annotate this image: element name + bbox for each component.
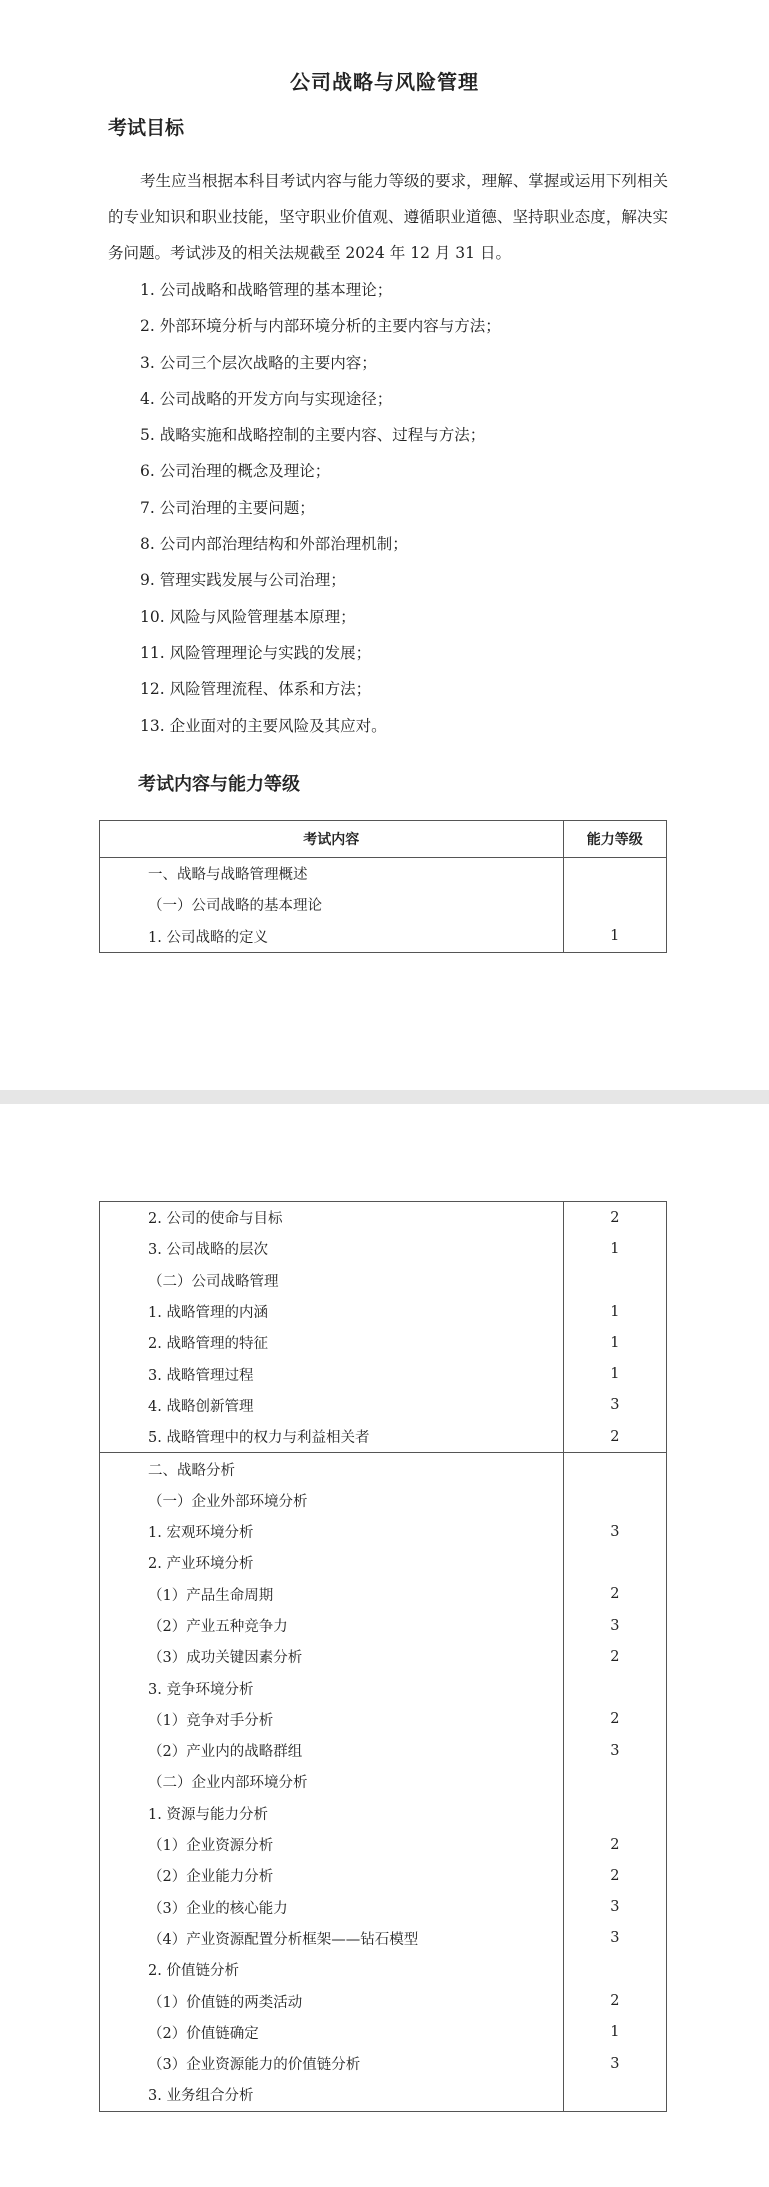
exam-objectives-heading: 考试目标 bbox=[108, 117, 185, 139]
table-row bbox=[100, 1453, 667, 1485]
objective-item: 9. 管理实践发展与公司治理； bbox=[140, 571, 346, 590]
content-cell: 2. 战略管理的特征 bbox=[100, 1327, 564, 1358]
level-cell: 1 bbox=[563, 2017, 666, 2048]
content-cell: （二）企业内部环境分析 bbox=[100, 1766, 564, 1797]
level-cell: 1 bbox=[563, 1358, 666, 1389]
document-page-1 bbox=[0, 0, 769, 1090]
level-cell: 3 bbox=[563, 1516, 666, 1547]
content-cell: 1. 战略管理的内涵 bbox=[100, 1296, 564, 1327]
table-row bbox=[100, 1954, 667, 1985]
table-row bbox=[100, 1892, 667, 1923]
objective-item: 5. 战略实施和战略控制的主要内容、过程与方法； bbox=[140, 426, 486, 445]
level-cell: 1 bbox=[563, 1296, 666, 1327]
content-cell: 1. 公司战略的定义 bbox=[100, 921, 564, 953]
table-row bbox=[100, 921, 667, 953]
document-title: 公司战略与风险管理 bbox=[290, 70, 479, 94]
content-table-page2 bbox=[99, 1201, 667, 2112]
content-cell: （2）产业五种竞争力 bbox=[100, 1610, 564, 1641]
page-separator bbox=[0, 1090, 769, 1104]
table-row bbox=[100, 2079, 667, 2111]
level-cell bbox=[563, 1672, 666, 1703]
objective-item: 6. 公司治理的概念及理论； bbox=[140, 462, 331, 481]
level-cell bbox=[563, 1798, 666, 1829]
content-cell: （3）企业的核心能力 bbox=[100, 1892, 564, 1923]
level-cell: 2 bbox=[563, 1579, 666, 1610]
content-cell: 1. 资源与能力分析 bbox=[100, 1798, 564, 1829]
content-cell: （3）成功关键因素分析 bbox=[100, 1641, 564, 1672]
table-row bbox=[100, 1233, 667, 1264]
table-row bbox=[100, 1358, 667, 1389]
table-row bbox=[100, 1641, 667, 1672]
objective-item: 3. 公司三个层次战略的主要内容； bbox=[140, 353, 377, 372]
objective-item: 8. 公司内部治理结构和外部治理机制； bbox=[140, 535, 408, 554]
table-row bbox=[100, 1985, 667, 2016]
table-row bbox=[100, 1829, 667, 1860]
content-cell: （1）价值链的两类活动 bbox=[100, 1985, 564, 2016]
table-row bbox=[100, 1579, 667, 1610]
level-cell bbox=[563, 858, 666, 890]
content-cell: （一）企业外部环境分析 bbox=[100, 1485, 564, 1516]
content-cell: （1）竞争对手分析 bbox=[100, 1704, 564, 1735]
content-cell: （2）产业内的战略群组 bbox=[100, 1735, 564, 1766]
level-cell: 3 bbox=[563, 1892, 666, 1923]
level-cell bbox=[563, 1954, 666, 1985]
content-levels-heading: 考试内容与能力等级 bbox=[138, 774, 300, 795]
content-cell: （1）产品生命周期 bbox=[100, 1579, 564, 1610]
table-row bbox=[100, 2048, 667, 2079]
table-row bbox=[100, 1610, 667, 1641]
level-cell: 3 bbox=[563, 1610, 666, 1641]
table-row bbox=[100, 1296, 667, 1327]
level-cell: 2 bbox=[563, 1641, 666, 1672]
level-cell: 3 bbox=[563, 1390, 666, 1421]
level-cell: 1 bbox=[563, 921, 666, 953]
table-row bbox=[100, 1735, 667, 1766]
content-cell: 2. 产业环境分析 bbox=[100, 1547, 564, 1578]
table-row bbox=[100, 858, 667, 890]
content-cell: 3. 公司战略的层次 bbox=[100, 1233, 564, 1264]
table-row bbox=[100, 1421, 667, 1453]
table-row bbox=[100, 1202, 667, 1234]
header-content: 考试内容 bbox=[100, 821, 564, 858]
content-cell: 2. 公司的使命与目标 bbox=[100, 1202, 564, 1234]
table-row bbox=[100, 1704, 667, 1735]
level-cell bbox=[563, 889, 666, 920]
objective-item: 10. 风险与风险管理基本原理； bbox=[140, 607, 356, 626]
level-cell: 2 bbox=[563, 1829, 666, 1860]
objective-item: 1. 公司战略和战略管理的基本理论； bbox=[140, 281, 393, 299]
objective-item: 4. 公司战略的开发方向与实现途径； bbox=[140, 389, 393, 408]
content-cell: 一、战略与战略管理概述 bbox=[100, 858, 564, 890]
level-cell: 3 bbox=[563, 2048, 666, 2079]
content-cell: 5. 战略管理中的权力与利益相关者 bbox=[100, 1421, 564, 1453]
content-cell: （1）企业资源分析 bbox=[100, 1829, 564, 1860]
level-cell: 2 bbox=[563, 1860, 666, 1891]
level-cell bbox=[563, 1766, 666, 1797]
table-row bbox=[100, 1327, 667, 1358]
content-cell: （2）价值链确定 bbox=[100, 2017, 564, 2048]
content-cell: （4）产业资源配置分析框架——钻石模型 bbox=[100, 1923, 564, 1954]
level-cell: 1 bbox=[563, 1327, 666, 1358]
content-cell: （二）公司战略管理 bbox=[100, 1265, 564, 1296]
level-cell bbox=[563, 1547, 666, 1578]
content-cell: （一）公司战略的基本理论 bbox=[100, 889, 564, 920]
table-row bbox=[100, 1672, 667, 1703]
objective-item: 2. 外部环境分析与内部环境分析的主要内容与方法； bbox=[140, 317, 501, 336]
objectives-list bbox=[140, 272, 501, 744]
table-row bbox=[100, 1485, 667, 1516]
objective-item: 12. 风险管理流程、体系和方法； bbox=[140, 680, 372, 699]
table-row bbox=[100, 1265, 667, 1296]
intro-text: 考生应当根据本科目考试内容与能力等级的要求，理解、掌握或运用下列相关的专业知识和职业技能，坚守职业价值观、遵循职业道德、坚持职业态度，解决实务问题。考试涉及的相关法规截至 2024 年 12 月 31 日。 bbox=[108, 172, 668, 262]
objective-item: 11. 风险管理理论与实践的发展； bbox=[140, 643, 372, 662]
table-row bbox=[100, 2017, 667, 2048]
level-cell: 2 bbox=[563, 1202, 666, 1234]
content-cell: （2）企业能力分析 bbox=[100, 1860, 564, 1891]
content-cell: 4. 战略创新管理 bbox=[100, 1390, 564, 1421]
header-level: 能力等级 bbox=[563, 821, 666, 858]
content-cell: 3. 战略管理过程 bbox=[100, 1358, 564, 1389]
level-cell bbox=[563, 1485, 666, 1516]
table-row bbox=[100, 1547, 667, 1578]
level-cell: 1 bbox=[563, 1233, 666, 1264]
table-row bbox=[100, 889, 667, 920]
content-table-page1 bbox=[99, 820, 667, 953]
level-cell: 2 bbox=[563, 1985, 666, 2016]
level-cell: 3 bbox=[563, 1923, 666, 1954]
level-cell: 2 bbox=[563, 1704, 666, 1735]
content-cell: （3）企业资源能力的价值链分析 bbox=[100, 2048, 564, 2079]
objective-item: 13. 企业面对的主要风险及其应对。 bbox=[140, 716, 387, 735]
table-row bbox=[100, 1390, 667, 1421]
level-cell bbox=[563, 1453, 666, 1485]
table-row bbox=[100, 1798, 667, 1829]
level-cell: 2 bbox=[563, 1421, 666, 1453]
table-row bbox=[100, 1860, 667, 1891]
content-cell: 3. 竞争环境分析 bbox=[100, 1672, 564, 1703]
objective-item: 7. 公司治理的主要问题； bbox=[140, 498, 315, 517]
content-cell: 二、战略分析 bbox=[100, 1453, 564, 1485]
level-cell bbox=[563, 1265, 666, 1296]
table-row bbox=[100, 1766, 667, 1797]
level-cell bbox=[563, 2079, 666, 2111]
content-cell: 1. 宏观环境分析 bbox=[100, 1516, 564, 1547]
table-row bbox=[100, 1923, 667, 1954]
table-row bbox=[100, 1516, 667, 1547]
content-cell: 3. 业务组合分析 bbox=[100, 2079, 564, 2111]
content-cell: 2. 价值链分析 bbox=[100, 1954, 564, 1985]
level-cell: 3 bbox=[563, 1735, 666, 1766]
intro-paragraph bbox=[108, 163, 668, 271]
